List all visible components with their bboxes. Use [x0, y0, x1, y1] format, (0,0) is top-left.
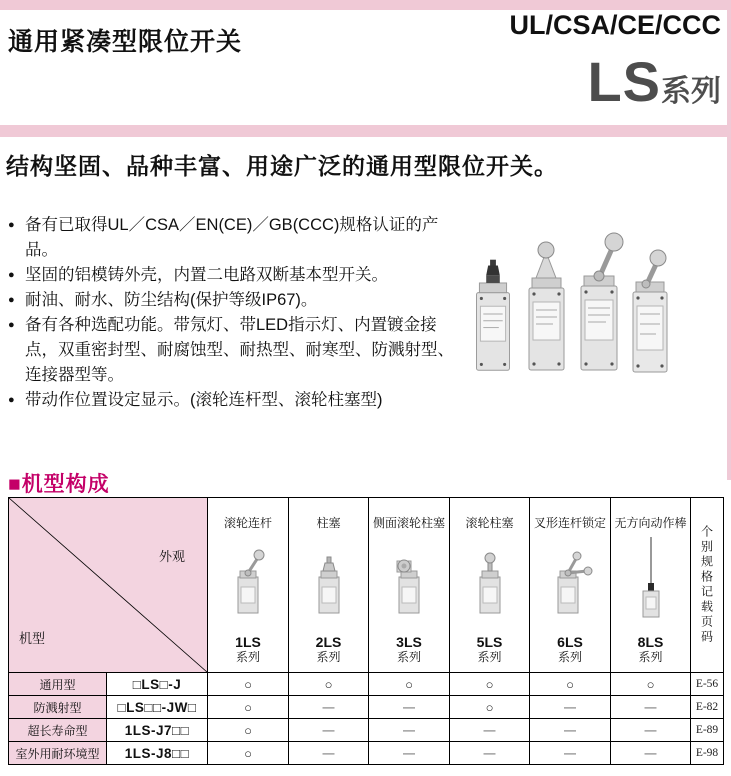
availability-value: —: [369, 742, 450, 765]
column-header: 滚轮连杆 1LS 系列: [208, 498, 289, 673]
model-code: □LS□□-JW□: [107, 696, 208, 719]
availability-value: ○: [208, 696, 289, 719]
column-header: 柱塞 2LS 系列: [289, 498, 369, 673]
list-item: [8, 388, 460, 413]
table-row: [9, 673, 724, 696]
top-pink-band: [0, 0, 731, 10]
certification-text: UL/CSA/CE/CCC: [509, 10, 721, 40]
availability-value: —: [369, 719, 450, 742]
list-item: [8, 263, 460, 288]
right-pink-band: [727, 0, 731, 480]
table-row: [9, 719, 724, 742]
availability-value: —: [450, 719, 530, 742]
side-roller-plunger-icon: [386, 547, 432, 619]
page-reference: E-98: [691, 742, 724, 765]
bullet-icon: ●: [8, 394, 15, 406]
headline: 结构坚固、品种丰富、用途广泛的通用型限位开关。: [6, 154, 558, 179]
availability-value: —: [530, 696, 611, 719]
availability-value: ○: [611, 673, 691, 696]
corner-model-label: 机型: [19, 631, 46, 646]
availability-value: ○: [450, 673, 530, 696]
boot-plunger-switch-photo: [466, 250, 520, 378]
model-configuration-table: [8, 497, 724, 765]
availability-value: ○: [208, 673, 289, 696]
page-column-header: 个别规格记载页码: [691, 498, 724, 673]
feature-text: 耐油、耐水、防尘结构(保护等级IP67)。: [25, 291, 318, 309]
column-header: 无方向动作棒 8LS 系列: [611, 498, 691, 673]
product-photo-group: [458, 228, 673, 378]
column-header: 叉形连杆锁定 6LS 系列: [530, 498, 611, 673]
series-title: [587, 50, 721, 113]
wobble-stick-icon: [628, 535, 674, 631]
availability-value: —: [530, 719, 611, 742]
row-type-label: 通用型: [9, 673, 107, 696]
column-header: 滚轮柱塞 5LS 系列: [450, 498, 530, 673]
series-label: 系列: [661, 75, 721, 108]
feature-list: [8, 213, 460, 413]
availability-value: —: [611, 719, 691, 742]
list-item: [8, 288, 460, 313]
roller-lever-switch-photo-2: [624, 248, 676, 376]
page-reference: E-56: [691, 673, 724, 696]
series-name: LS: [587, 50, 661, 113]
feature-text: 备有各种选配功能。带氖灯、带LED指示灯、内置镀金接点，双重密封型、耐腐蚀型、耐热型、耐寒型、防溅射型、连接器型等。: [25, 316, 454, 384]
section-title: ■机型构成: [8, 473, 110, 496]
column-header: 侧面滚轮柱塞 3LS 系列: [369, 498, 450, 673]
model-code: 1LS-J8□□: [107, 742, 208, 765]
availability-value: —: [289, 696, 369, 719]
row-type-label: 防溅射型: [9, 696, 107, 719]
availability-value: —: [369, 696, 450, 719]
plunger-icon: [306, 547, 352, 619]
row-type-label: 室外用耐环境型: [9, 742, 107, 765]
corner-cell: [9, 498, 208, 673]
page-reference: E-82: [691, 696, 724, 719]
feature-text: 带动作位置设定显示。(滚轮连杆型、滚轮柱塞型): [25, 391, 383, 409]
table-row: [9, 696, 724, 719]
table-row: [9, 742, 724, 765]
availability-value: —: [450, 742, 530, 765]
availability-value: ○: [369, 673, 450, 696]
roller-lever-switch-photo: [570, 230, 628, 376]
corner-appearance-label: 外观: [158, 549, 185, 564]
availability-value: —: [289, 719, 369, 742]
availability-value: —: [530, 742, 611, 765]
page-title: 通用紧凑型限位开关: [8, 28, 243, 56]
page-reference: E-89: [691, 719, 724, 742]
availability-value: ○: [450, 696, 530, 719]
availability-value: ○: [530, 673, 611, 696]
availability-value: —: [611, 696, 691, 719]
availability-value: ○: [208, 719, 289, 742]
list-item: [8, 213, 460, 263]
availability-value: ○: [289, 673, 369, 696]
list-item: [8, 313, 460, 388]
mid-pink-band: [0, 125, 731, 137]
bullet-icon: ●: [8, 269, 15, 281]
roller-lever-icon: [225, 547, 271, 619]
model-code: 1LS-J7□□: [107, 719, 208, 742]
bullet-icon: ●: [8, 319, 15, 331]
bullet-icon: ●: [8, 294, 15, 306]
section-marker-icon: ■: [8, 473, 22, 496]
availability-value: —: [611, 742, 691, 765]
roller-plunger-icon: [467, 547, 513, 619]
feature-text: 备有已取得UL／CSA／EN(CE)／GB(CCC)规格认证的产品。: [25, 216, 439, 259]
feature-subtext: 带氖灯、带LED指示灯、内置镀金接点，双重密封型、耐腐蚀型、耐热型、耐寒型、防溅射型、连接器型等。: [25, 316, 454, 384]
feature-text: 坚固的铝模铸外壳，内置二电路双断基本型开关。: [25, 266, 388, 284]
bullet-icon: ●: [8, 219, 15, 231]
model-code: □LS□-J: [107, 673, 208, 696]
arch-roller-switch-photo: [518, 236, 574, 376]
row-type-label: 超长寿命型: [9, 719, 107, 742]
availability-value: ○: [208, 742, 289, 765]
availability-value: —: [289, 742, 369, 765]
fork-lever-lock-icon: [547, 547, 593, 619]
